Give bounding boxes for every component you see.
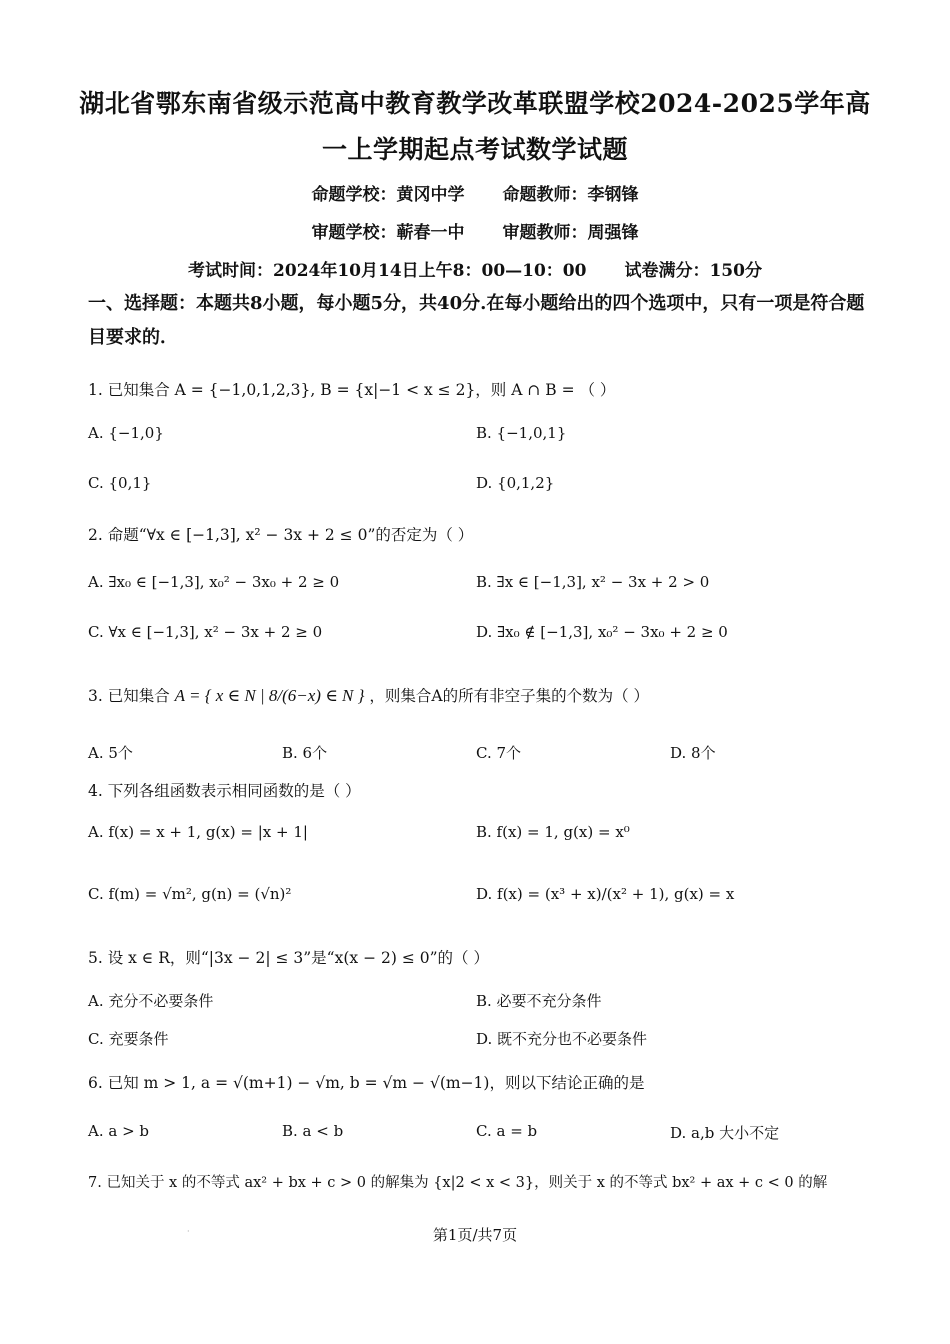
question-3-stem-pre: 3. 已知集合 xyxy=(88,687,170,705)
question-5-option-c[interactable]: C. 充要条件 xyxy=(88,1030,169,1048)
question-4-stem: 4. 下列各组函数表示相同函数的是（ ） xyxy=(88,782,361,800)
question-2-option-c[interactable]: C. ∀x ∈ [−1,3], x² − 3x + 2 ≥ 0 xyxy=(88,623,323,641)
question-6-option-a[interactable]: A. a > b xyxy=(88,1122,150,1140)
question-3-stem xyxy=(88,684,649,706)
question-3-option-c[interactable]: C. 7个 xyxy=(476,744,522,762)
section-1-heading: 一、选择题：本题共8小题，每小题5分，共40分.在每小题给出的四个选项中，只有一项是符合题目要求的． xyxy=(88,293,865,348)
page-footer: 第1页/共7页 xyxy=(432,1226,518,1244)
reviewer-school: 审题学校：蕲春一中 xyxy=(311,223,465,243)
question-5-stem: 5. 设 x ∈ R，则“|3x − 2| ≤ 3”是“x(x − 2) ≤ 0”的（ ） xyxy=(88,949,489,967)
reviewer-teacher: 审题教师：周强锋 xyxy=(502,223,639,243)
question-2-stem: 2. 命题“∀x ∈ [−1,3], x² − 3x + 2 ≤ 0”的否定为（ ） xyxy=(88,526,474,544)
question-4-option-a[interactable]: A. f(x) = x + 1, g(x) = |x + 1| xyxy=(88,823,308,841)
title-line-1: 湖北省鄂东南省级示范高中教育教学改革联盟学校2024-2025学年高 xyxy=(79,89,871,118)
question-1-option-c[interactable]: C. {0,1} xyxy=(88,474,152,492)
question-4-option-b[interactable]: B. f(x) = 1, g(x) = x⁰ xyxy=(476,823,630,841)
question-6-option-c[interactable]: C. a = b xyxy=(476,1122,538,1140)
exam-time: 考试时间：2024年10月14日上午8：00—10：00 xyxy=(188,261,587,281)
meta-line-2 xyxy=(0,218,950,243)
question-3-set-expression: A = { x ∈ N | 8/(6−x) ∈ N } xyxy=(174,686,365,705)
question-7-stem: 7. 已知关于 x 的不等式 ax² + bx + c > 0 的解集为 {x|2 < x < 3}，则关于 x 的不等式 bx² + ax + c < 0 的解 xyxy=(88,1175,828,1191)
full-score: 试卷满分：150分 xyxy=(624,261,762,281)
question-4-option-d[interactable]: D. f(x) = (x³ + x)/(x² + 1), g(x) = x xyxy=(476,885,735,903)
meta-line-1 xyxy=(0,180,950,205)
page-mark: · xyxy=(187,1227,190,1236)
meta-line-3 xyxy=(0,256,950,281)
setter-school: 命题学校：黄冈中学 xyxy=(311,185,465,205)
question-1-stem: 1. 已知集合 A = {−1,0,1,2,3}, B = {x|−1 < x ≤ 2}，则 A ∩ B = （ ） xyxy=(88,381,616,399)
question-3-option-d[interactable]: D. 8个 xyxy=(670,744,716,762)
question-3-option-a[interactable]: A. 5个 xyxy=(88,744,133,762)
setter-teacher: 命题教师：李钢锋 xyxy=(502,185,639,205)
question-2-option-b[interactable]: B. ∃x ∈ [−1,3], x² − 3x + 2 > 0 xyxy=(476,573,710,591)
question-6-option-d[interactable]: D. a,b 大小不定 xyxy=(670,1124,780,1142)
question-5-option-d[interactable]: D. 既不充分也不必要条件 xyxy=(476,1030,648,1048)
question-6-stem: 6. 已知 m > 1, a = √(m+1) − √m, b = √m − √(m−1)，则以下结论正确的是 xyxy=(88,1074,645,1092)
question-1-option-d[interactable]: D. {0,1,2} xyxy=(476,474,555,492)
question-3-stem-post: ，则集合A的所有非空子集的个数为（ ） xyxy=(369,687,649,705)
question-2-option-a[interactable]: A. ∃x₀ ∈ [−1,3], x₀² − 3x₀ + 2 ≥ 0 xyxy=(88,573,340,591)
title-line-2: 一上学期起点考试数学试题 xyxy=(321,135,628,164)
question-1-option-b[interactable]: B. {−1,0,1} xyxy=(476,424,567,442)
question-4-option-c[interactable]: C. f(m) = √m², g(n) = (√n)² xyxy=(88,885,292,903)
question-1-option-a[interactable]: A. {−1,0} xyxy=(88,424,164,442)
question-6-option-b[interactable]: B. a < b xyxy=(282,1122,344,1140)
question-2-option-d[interactable]: D. ∃x₀ ∉ [−1,3], x₀² − 3x₀ + 2 ≥ 0 xyxy=(476,623,728,641)
question-5-option-a[interactable]: A. 充分不必要条件 xyxy=(88,992,214,1010)
question-5-option-b[interactable]: B. 必要不充分条件 xyxy=(476,992,602,1010)
question-3-option-b[interactable]: B. 6个 xyxy=(282,744,328,762)
